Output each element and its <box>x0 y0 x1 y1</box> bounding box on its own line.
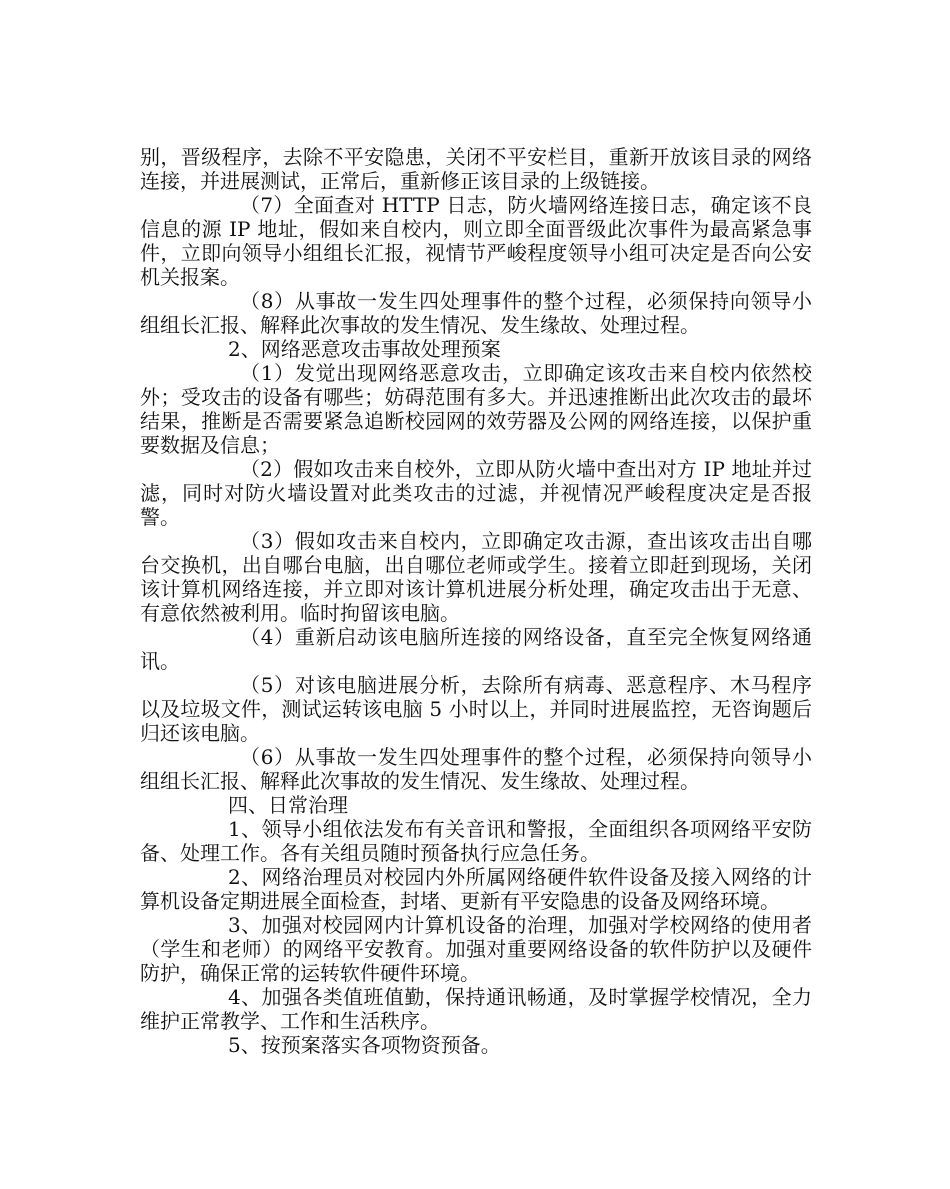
paragraph-attack-3: （3）假如攻击来自校内，立即确定攻击源，查出该攻击出自哪台交换机，出自哪台电脑，出自哪位老师或学生。接着立即赶到现场，关闭该计算机网络连接，并立即对该计算机进展分析处理，确定攻击出于无意、有意依然被利用。临时拘留该电脑。 <box>140 529 812 625</box>
section-heading-daily-management: 四、日常治理 <box>228 793 348 817</box>
paragraph-continuation: 别，晋级程序，去除不平安隐患，关闭不平安栏目，重新开放该目录的网络连接，并进展测试，正常后，重新修正该目录的上级链接。 <box>140 145 812 193</box>
paragraph-daily-1: 1、领导小组依法发布有关音讯和警报，全面组织各项网络平安防备、处理工作。各有关组员随时预备执行应急任务。 <box>140 817 812 865</box>
paragraph-daily-2: 2、网络治理员对校园内外所属网络硬件软件设备及接入网络的计算机设备定期进展全面检查，封堵、更新有平安隐患的设备及网络环境。 <box>140 865 812 913</box>
paragraph-attack-4: （4）重新启动该电脑所连接的网络设备，直至完全恢复网络通讯。 <box>140 625 812 673</box>
paragraph-daily-5: 5、按预案落实各项物资预备。 <box>228 1033 501 1057</box>
paragraph-attack-2: （2）假如攻击来自校外，立即从防火墙中查出对方 IP 地址并过滤，同时对防火墙设置对此类攻击的过滤，并视情况严峻程度决定是否报警。 <box>140 457 812 529</box>
section-heading-attack-plan: 2、网络恶意攻击事故处理预案 <box>228 337 501 361</box>
paragraph-item-7: （7）全面查对 HTTP 日志，防火墙网络连接日志，确定该不良信息的源 IP 地址，假如来自校内，则立即全面晋级此次事件为最高紧急事件，立即向领导小组组长汇报，视情节严峻程度领导小组可决定是否向公安机关报案。 <box>140 193 812 289</box>
paragraph-attack-6: （6）从事故一发生四处理事件的整个过程，必须保持向领导小组组长汇报、解释此次事故的发生情况、发生缘故、处理过程。 <box>140 745 812 793</box>
document-page <box>140 145 812 1057</box>
paragraph-attack-1: （1）发觉出现网络恶意攻击，立即确定该攻击来自校内依然校外；受攻击的设备有哪些；妨碍范围有多大。并迅速推断出此次攻击的最坏结果，推断是否需要紧急追断校园网的效劳器及公网的网络连接，以保护重要数据及信息； <box>140 361 812 457</box>
paragraph-attack-5: （5）对该电脑进展分析，去除所有病毒、恶意程序、木马程序以及垃圾文件，测试运转该电脑 5 小时以上，并同时进展监控，无咨询题后归还该电脑。 <box>140 673 812 745</box>
paragraph-item-8: （8）从事故一发生四处理事件的整个过程，必须保持向领导小组组长汇报、解释此次事故的发生情况、发生缘故、处理过程。 <box>140 289 812 337</box>
paragraph-daily-3: 3、加强对校园网内计算机设备的治理，加强对学校网络的使用者（学生和老师）的网络平安教育。加强对重要网络设备的软件防护以及硬件防护，确保正常的运转软件硬件环境。 <box>140 913 812 985</box>
paragraph-daily-4: 4、加强各类值班值勤，保持通讯畅通，及时掌握学校情况，全力维护正常教学、工作和生活秩序。 <box>140 985 812 1033</box>
